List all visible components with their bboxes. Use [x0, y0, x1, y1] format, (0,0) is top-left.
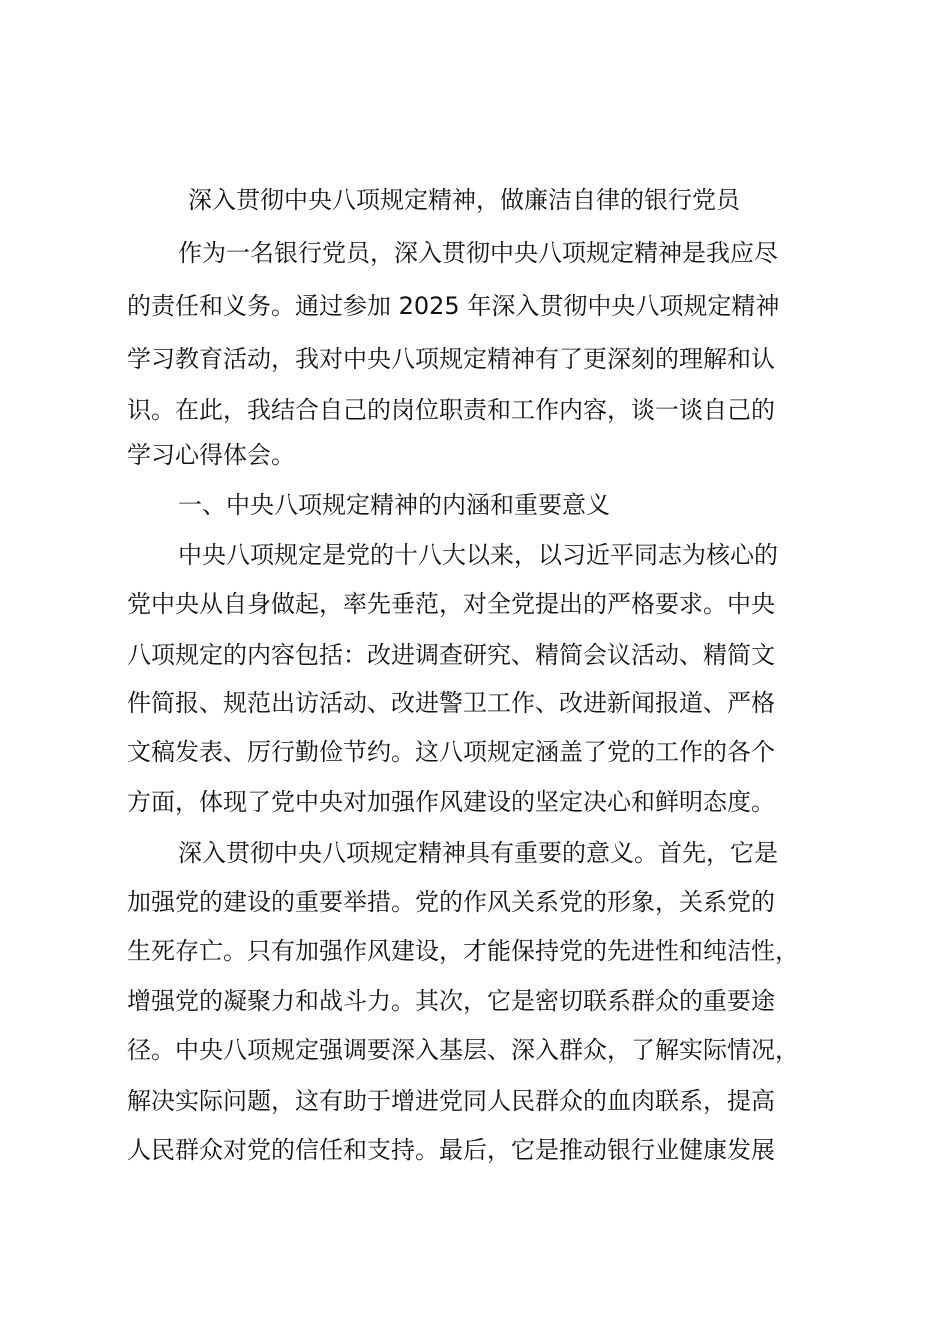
paragraph-line: 中央八项规定是党的十八大以来，以习近平同志为核心的	[178, 541, 778, 569]
paragraph-line: 生死存亡。只有加强作风建设，才能保持党的先进性和纯洁性，	[127, 937, 799, 965]
paragraph-line: 人民群众对党的信任和支持。最后，它是推动银行业健康发展	[127, 1136, 775, 1164]
paragraph-line: 党中央从自身做起，率先垂范，对全党提出的严格要求。中央	[127, 590, 775, 618]
paragraph-line: 增强党的凝聚力和战斗力。其次，它是密切联系群众的重要途	[127, 987, 775, 1015]
paragraph-line: 径。中央八项规定强调要深入基层、深入群众，了解实际情况，	[127, 1036, 799, 1064]
paragraph-line: 八项规定的内容包括：改进调查研究、精简会议活动、精简文	[127, 641, 775, 669]
paragraph-line: 学习教育活动，我对中央八项规定精神有了更深刻的理解和认	[127, 345, 775, 373]
document-title: 深入贯彻中央八项规定精神，做廉洁自律的银行党员	[188, 186, 740, 214]
paragraph-line: 件简报、规范出访活动、改进警卫工作、改进新闻报道、严格	[127, 689, 775, 717]
section-heading: 一、中央八项规定精神的内涵和重要意义	[178, 491, 610, 519]
paragraph-line: 学习心得体会。	[127, 441, 295, 469]
paragraph-line: 方面，体现了党中央对加强作风建设的坚定决心和鲜明态度。	[127, 788, 775, 816]
paragraph-line: 作为一名银行党员，深入贯彻中央八项规定精神是我应尽	[178, 239, 778, 267]
paragraph-line: 的责任和义务。通过参加 2025 年深入贯彻中央八项规定精神	[127, 292, 780, 320]
paragraph-line: 加强党的建设的重要举措。党的作风关系党的形象，关系党的	[127, 888, 775, 916]
paragraph-line: 文稿发表、厉行勤俭节约。这八项规定涵盖了党的工作的各个	[127, 738, 775, 766]
paragraph-line: 解决实际问题，这有助于增进党同人民群众的血肉联系，提高	[127, 1087, 775, 1115]
paragraph-line: 识。在此，我结合自己的岗位职责和工作内容，谈一谈自己的	[127, 396, 775, 424]
paragraph-line: 深入贯彻中央八项规定精神具有重要的意义。首先，它是	[178, 839, 778, 867]
